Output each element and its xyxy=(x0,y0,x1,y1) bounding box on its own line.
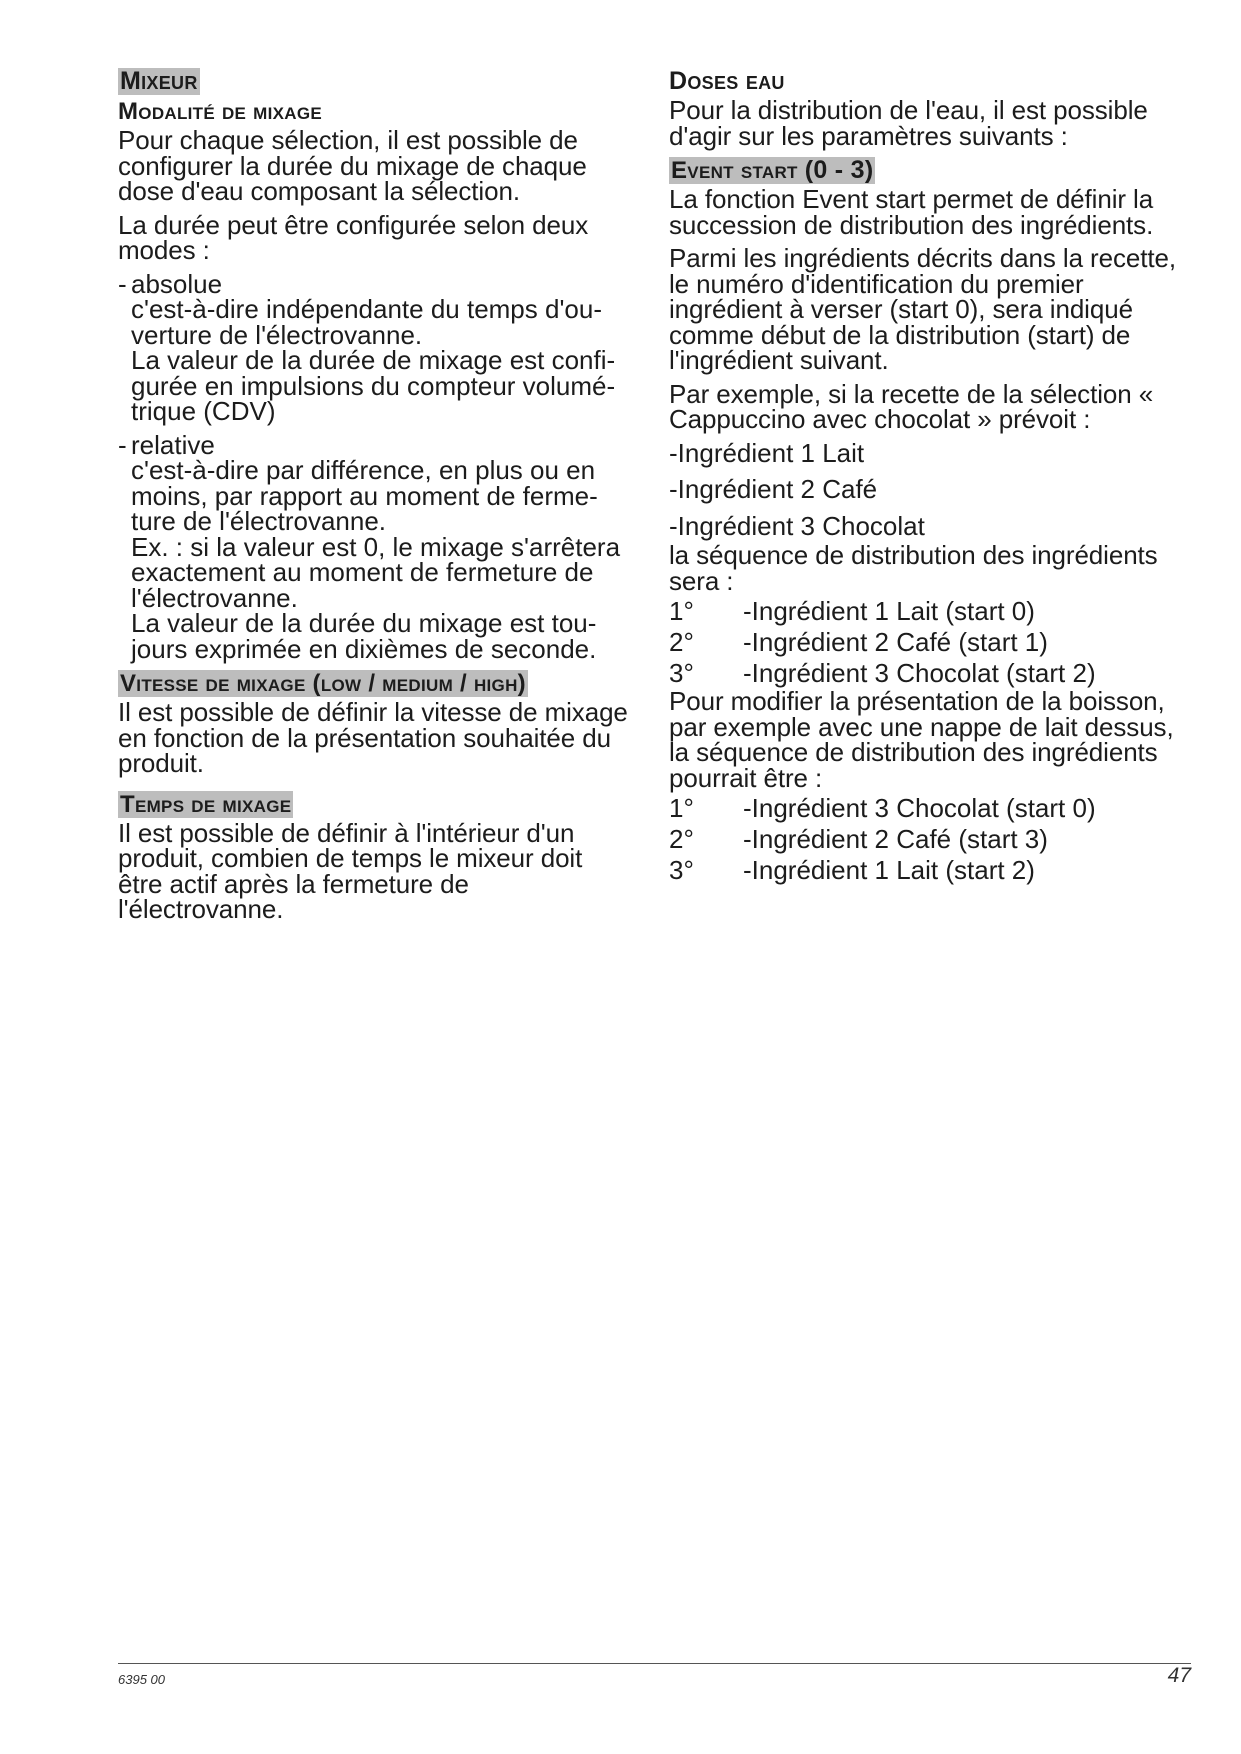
page-number: 47 xyxy=(1167,1664,1191,1687)
sequence-item: 2° -Ingrédient 2 Café (start 1) xyxy=(669,627,1048,657)
list-item-relative: - relative c'est-à-dire par différence, en plus ou en moins, par rapport au moment de ferme- ture de l'électrovanne. Ex. : si la valeur est 0, le mixage s'arrêtera exactement au moment de fermeture de l'électrovanne. La valeur de la durée du mixage est tou- jours exprimée en dixièmes de seconde. xyxy=(118,429,621,664)
subheading-event-start: Event start (0 - 3) xyxy=(671,156,874,184)
section-title-mixeur: Mixeur xyxy=(120,67,198,95)
section-title-doses-eau: Doses eau xyxy=(669,67,785,95)
paragraph: La durée peut être configurée selon deux modes : xyxy=(118,209,589,265)
sequence-list xyxy=(669,793,1189,886)
paragraph: la séquence de distribution des ingrédients sera : xyxy=(669,540,1158,596)
footer-divider xyxy=(118,1663,1191,1664)
paragraph: Parmi les ingrédients décrits dans la recette, le numéro d'identification du premier ingrédient à verser (start 0), sera indiqué comme début de la distribution (start) de l'ingrédient suivant. xyxy=(669,243,1176,375)
subheading-modalite: Modalité de mixage xyxy=(118,98,323,125)
paragraph: Pour chaque sélection, il est possible de configurer la durée du mixage de chaque dose d'eau composant la sélection. xyxy=(118,125,587,206)
paragraph: Pour modifier la présentation de la boisson, par exemple avec une nappe de lait dessus, la séquence de distribution des ingrédients pourrait être : xyxy=(669,686,1174,793)
paragraph: La fonction Event start permet de définir la succession de distribution des ingrédients. xyxy=(669,184,1154,240)
sequence-item: 1° -Ingrédient 3 Chocolat (start 0) xyxy=(669,793,1096,823)
sequence-item: 2° -Ingrédient 2 Café (start 3) xyxy=(669,824,1048,854)
paragraph: Pour la distribution de l'eau, il est possible d'agir sur les paramètres suivants : xyxy=(669,95,1148,151)
paragraph: Il est possible de définir à l'intérieur d'un produit, combien de temps le mixeur doit être actif après la fermeture de l'électrovanne. xyxy=(118,817,583,924)
list-item: -Ingrédient 3 Chocolat xyxy=(669,510,925,541)
right-column xyxy=(669,66,1189,886)
paragraph: Il est possible de définir la vitesse de mixage en fonction de la présentation souhaitée du produit. xyxy=(118,697,628,778)
list-item-absolue: - absolue c'est-à-dire indépendante du temps d'ou- verture de l'électrovanne. La valeur de la durée de mixage est confi- gurée en impulsions du compteur volumé- trique (CDV) xyxy=(118,268,616,426)
left-column xyxy=(118,66,628,931)
subheading-vitesse: Vitesse de mixage (low / medium / high) xyxy=(120,670,526,697)
sequence-item: 1° -Ingrédient 1 Lait (start 0) xyxy=(669,596,1035,626)
list-item: -Ingrédient 1 Lait xyxy=(669,437,865,468)
subheading-temps: Temps de mixage xyxy=(120,790,292,818)
sequence-list xyxy=(669,596,1189,689)
list-item: -Ingrédient 2 Café xyxy=(669,474,878,504)
sequence-item: 3° -Ingrédient 1 Lait (start 2) xyxy=(669,855,1035,885)
document-code: 6395 00 xyxy=(118,1672,165,1687)
sequence-item: 3° -Ingrédient 3 Chocolat (start 2) xyxy=(669,658,1096,688)
paragraph: Par exemple, si la recette de la sélection « Cappuccino avec chocolat » prévoit : xyxy=(669,378,1154,434)
